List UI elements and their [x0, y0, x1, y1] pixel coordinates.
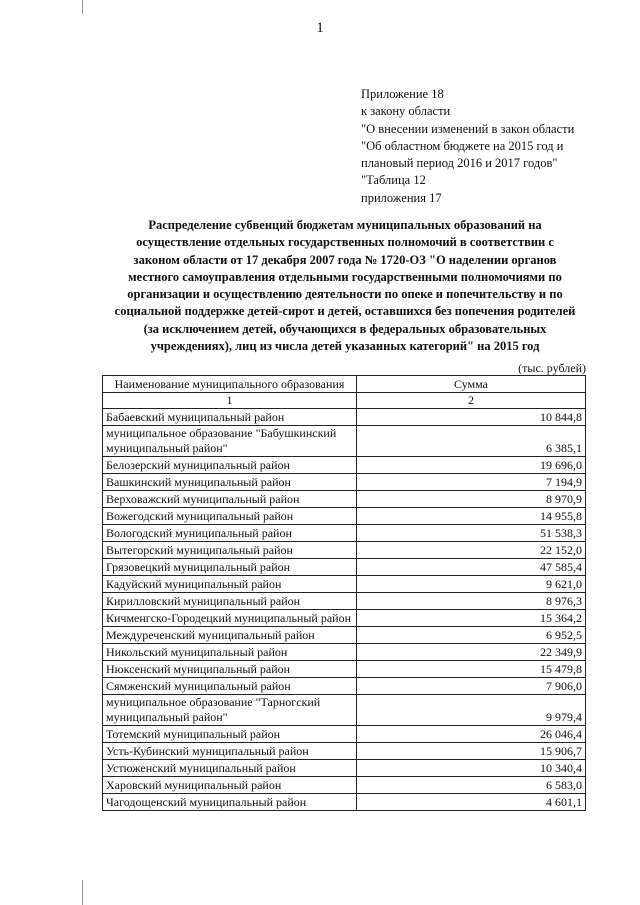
row-name: Вологодский муниципальный район [103, 525, 357, 542]
row-amount: 47 585,4 [357, 559, 586, 576]
row-name: Устюженский муниципальный район [103, 760, 357, 777]
appendix-line: плановый период 2016 и 2017 годов" [361, 156, 558, 171]
row-name: Кичменгско-Городецкий муниципальный район [103, 610, 357, 627]
row-amount: 15 479,8 [357, 661, 586, 678]
title-line: социальной поддержке детей-сирот и детей, оставшихся без попечения родителей [114, 304, 576, 319]
table-row [103, 777, 586, 794]
title-line: осуществление отдельных государственных полномочий в соответствии с [136, 235, 554, 250]
table-row [103, 491, 586, 508]
column-header-name: Наименование муниципального образования [103, 376, 357, 393]
column-number: 2 [357, 393, 586, 409]
table-row [103, 726, 586, 743]
table-row [103, 409, 586, 426]
table-row [103, 525, 586, 542]
table-row [103, 457, 586, 474]
row-amount: 19 696,0 [357, 457, 586, 474]
row-amount: 6 583,0 [357, 777, 586, 794]
row-name: Сямженский муниципальный район [103, 678, 357, 695]
row-amount: 8 976,3 [357, 593, 586, 610]
row-name: Харовский муниципальный район [103, 777, 357, 794]
row-amount: 10 844,8 [357, 409, 586, 426]
subvention-table [102, 375, 586, 811]
row-name: муниципальное образование "Бабушкинский муниципальный район" [103, 426, 357, 457]
table-row [103, 542, 586, 559]
table-row [103, 644, 586, 661]
row-name: Вожегодский муниципальный район [103, 508, 357, 525]
page-number: 1 [316, 20, 324, 36]
appendix-line: "Таблица 12 [361, 173, 426, 188]
table-row [103, 760, 586, 777]
table-body [103, 409, 586, 811]
row-name: Кадуйский муниципальный район [103, 576, 357, 593]
title-line: учреждениях), лиц из числа детей указанных категорий" на 2015 год [150, 339, 540, 354]
units-label: (тыс. рублей) [518, 361, 586, 375]
row-amount: 7 906,0 [357, 678, 586, 695]
column-header-amount: Сумма [357, 376, 586, 393]
table-row [103, 508, 586, 525]
title-line: Распределение субвенций бюджетам муниципальных образований на [148, 218, 542, 232]
row-amount: 10 340,4 [357, 760, 586, 777]
row-name: Никольский муниципальный район [103, 644, 357, 661]
table-row [103, 627, 586, 644]
row-amount: 15 906,7 [357, 743, 586, 760]
appendix-line: приложения 17 [361, 190, 442, 205]
row-amount: 4 601,1 [357, 794, 586, 811]
table-row [103, 661, 586, 678]
table-row [103, 576, 586, 593]
appendix-note [361, 86, 574, 207]
appendix-line: "Об областном бюджете на 2015 год и [361, 138, 564, 153]
row-amount: 6 385,1 [357, 426, 586, 457]
row-amount: 22 349,9 [357, 644, 586, 661]
row-amount: 22 152,0 [357, 542, 586, 559]
title-line: (за исключением детей, обучающихся в федеральных образовательных [143, 321, 547, 336]
title-line: местного самоуправления отдельными государственными полномочиями по [128, 269, 562, 284]
title-line: законом области от 17 декабря 2007 года № 1720-ОЗ "О наделении органов [133, 252, 557, 267]
title-line: организации и осуществлению деятельности по опеке и попечительству и по [127, 287, 563, 302]
row-name: Вытегорский муниципальный район [103, 542, 357, 559]
row-name: Белозерский муниципальный район [103, 457, 357, 474]
table-row [103, 559, 586, 576]
table-column-number-row [103, 393, 586, 409]
page-edge-line-top [82, 0, 83, 14]
appendix-line: "О внесении изменений в закон области [361, 121, 575, 136]
row-name: Междуреченский муниципальный район [103, 627, 357, 644]
table-row [103, 474, 586, 491]
column-number: 1 [103, 393, 357, 409]
row-name: Верховажский муниципальный район [103, 491, 357, 508]
table-row [103, 695, 586, 726]
table-row [103, 794, 586, 811]
row-amount: 6 952,5 [357, 627, 586, 644]
row-name: Чагодощенский муниципальный район [103, 794, 357, 811]
row-amount: 26 046,4 [357, 726, 586, 743]
table-row [103, 678, 586, 695]
row-name: муниципальное образование "Тарногский муниципальный район" [103, 695, 357, 726]
row-name: Бабаевский муниципальный район [103, 409, 357, 426]
row-amount: 51 538,3 [357, 525, 586, 542]
row-name: Усть-Кубинский муниципальный район [103, 743, 357, 760]
table-row [103, 593, 586, 610]
table-row [103, 743, 586, 760]
row-amount: 7 194,9 [357, 474, 586, 491]
row-amount: 9 979,4 [357, 695, 586, 726]
row-name: Вашкинский муниципальный район [103, 474, 357, 491]
row-amount: 8 970,9 [357, 491, 586, 508]
appendix-line: Приложение 18 [361, 87, 444, 101]
table-header-row [103, 376, 586, 393]
table-row [103, 610, 586, 627]
row-amount: 9 621,0 [357, 576, 586, 593]
row-name: Кирилловский муниципальный район [103, 593, 357, 610]
row-amount: 14 955,8 [357, 508, 586, 525]
table-row [103, 426, 586, 457]
row-name: Тотемский муниципальный район [103, 726, 357, 743]
page-edge-line-bottom [82, 880, 83, 905]
document-title [100, 217, 590, 355]
row-amount: 15 364,2 [357, 610, 586, 627]
row-name: Нюксенский муниципальный район [103, 661, 357, 678]
appendix-line: к закону области [361, 104, 451, 119]
row-name: Грязовецкий муниципальный район [103, 559, 357, 576]
